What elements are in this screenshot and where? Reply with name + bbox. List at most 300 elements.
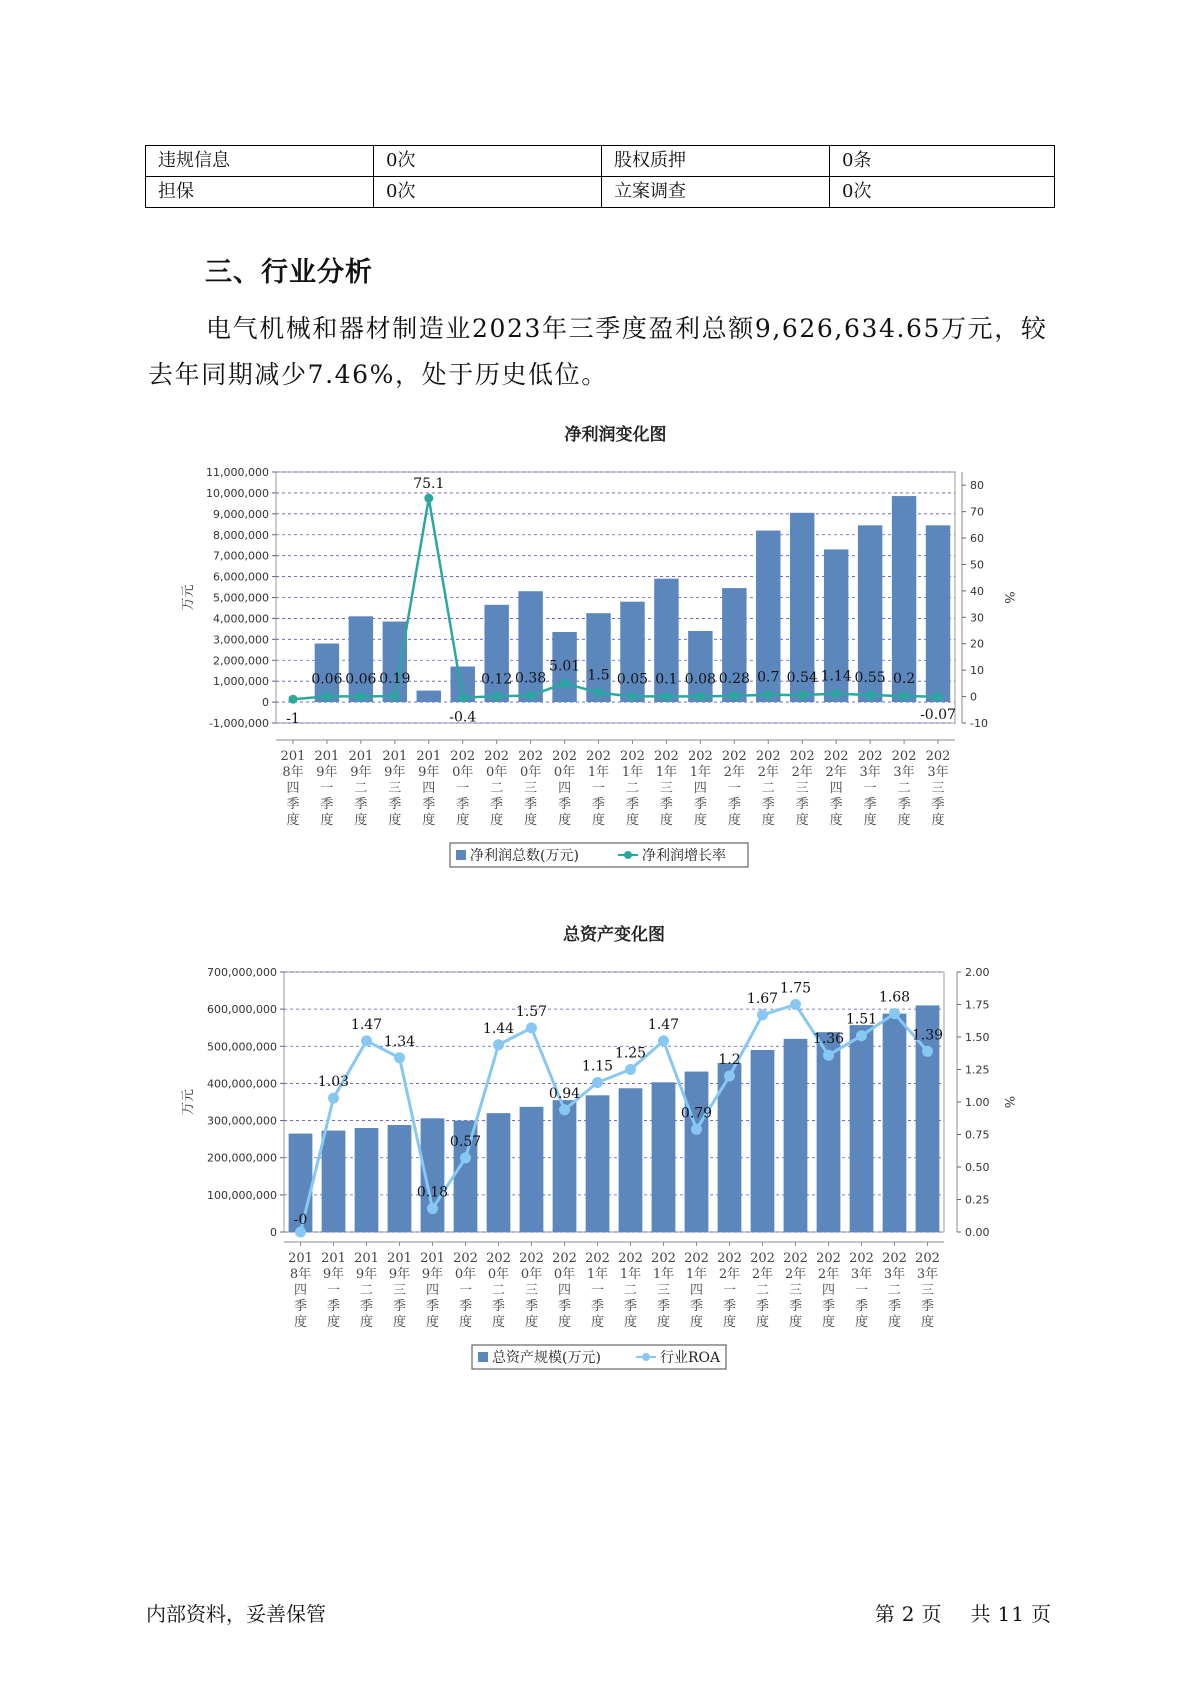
bar xyxy=(349,616,373,702)
x-tick-label: 度 xyxy=(354,813,368,828)
chart-legend xyxy=(450,843,748,867)
bar xyxy=(883,1014,907,1232)
x-tick-label: 2年 xyxy=(757,765,779,780)
x-tick-label: 二 xyxy=(761,781,775,796)
x-tick-label: 二 xyxy=(897,781,911,796)
y-tick-label: 8,000,000 xyxy=(213,528,269,542)
data-label: 0.55 xyxy=(854,670,886,687)
bar xyxy=(484,605,508,702)
x-tick-label: 季 xyxy=(931,797,945,812)
x-tick-label: 1年 xyxy=(655,765,678,780)
x-tick-label: 季 xyxy=(659,797,673,812)
x-tick-label: 202 xyxy=(717,1251,742,1266)
data-label: 0.19 xyxy=(379,671,411,688)
line-point xyxy=(526,1022,537,1033)
data-label: -0.07 xyxy=(920,706,956,723)
x-tick-label: 度 xyxy=(422,813,436,828)
x-tick-label: 一 xyxy=(458,1283,473,1298)
table-cell-value: 0条 xyxy=(830,146,1055,177)
data-label: 0.79 xyxy=(680,1105,713,1122)
x-tick-label: 202 xyxy=(915,1251,940,1266)
line-point xyxy=(823,1050,834,1061)
data-label: 1.03 xyxy=(317,1074,350,1091)
x-tick-label: 度 xyxy=(388,813,402,828)
x-tick-label: 季 xyxy=(388,797,402,812)
x-tick-label: 度 xyxy=(490,813,504,828)
x-tick-label: 季 xyxy=(286,797,300,812)
line-point xyxy=(424,494,433,503)
x-tick-label: 一 xyxy=(863,781,877,796)
y-tick-label: 500,000,000 xyxy=(207,1040,277,1054)
x-tick-label: 度 xyxy=(491,1315,506,1330)
x-tick-label: 202 xyxy=(484,749,510,764)
x-tick-label: 9年 xyxy=(322,1267,345,1282)
line-point xyxy=(493,1039,504,1050)
x-tick-label: 一 xyxy=(592,781,606,796)
bar xyxy=(322,1131,346,1232)
y2-tick-label: 40 xyxy=(970,584,984,598)
y-tick-label: 5,000,000 xyxy=(213,591,269,605)
x-tick-label: 1年 xyxy=(621,765,644,780)
y2-tick-label: 1.50 xyxy=(965,1031,990,1044)
x-tick-label: 季 xyxy=(425,1299,440,1314)
line-point xyxy=(427,1203,438,1214)
x-tick-label: 度 xyxy=(558,813,572,828)
x-tick-label: 3年 xyxy=(883,1267,906,1282)
y-tick-label: 6,000,000 xyxy=(213,570,269,584)
y-tick-label: 3,000,000 xyxy=(213,633,269,647)
data-label: 1.34 xyxy=(383,1033,416,1050)
x-tick-label: 季 xyxy=(392,1299,407,1314)
bar xyxy=(553,1100,577,1232)
y-tick-label: -1,000,000 xyxy=(209,717,269,730)
x-tick-label: 二 xyxy=(490,781,504,796)
data-label: -1 xyxy=(286,711,300,728)
table-cell-key: 违规信息 xyxy=(146,146,374,177)
bar xyxy=(688,631,712,702)
x-tick-label: 0年 xyxy=(454,1267,477,1282)
x-tick-label: 四 xyxy=(293,1283,308,1298)
x-tick-label: 一 xyxy=(854,1283,869,1298)
data-label: 1.67 xyxy=(746,990,779,1007)
legend-line-label: 行业ROA xyxy=(660,1350,721,1366)
line-point xyxy=(295,1227,306,1238)
table-row xyxy=(146,177,1055,208)
data-label: 0.7 xyxy=(757,669,780,686)
data-label: 0.57 xyxy=(449,1133,482,1150)
x-tick-label: 度 xyxy=(821,1315,836,1330)
data-label: 75.1 xyxy=(413,476,445,493)
line-point xyxy=(790,999,801,1010)
x-tick-label: 一 xyxy=(727,781,741,796)
x-tick-label: 9年 xyxy=(316,765,338,780)
y2-tick-label: 1.75 xyxy=(965,998,990,1012)
x-tick-label: 一 xyxy=(456,781,470,796)
table-cell-key: 担保 xyxy=(146,177,374,208)
y2-tick-label: 30 xyxy=(970,611,984,625)
line-point xyxy=(691,1124,702,1135)
bar xyxy=(619,1088,643,1232)
data-label: 1.51 xyxy=(845,1011,878,1028)
x-tick-label: 202 xyxy=(783,1251,808,1266)
x-tick-label: 三 xyxy=(659,781,673,796)
x-tick-label: 202 xyxy=(654,749,679,764)
chart-title: 净利润变化图 xyxy=(564,425,667,445)
data-label: 1.39 xyxy=(911,1027,944,1044)
x-tick-label: 季 xyxy=(897,797,911,812)
y2-tick-label: 0.25 xyxy=(965,1193,990,1207)
x-tick-label: 9年 xyxy=(350,765,372,780)
industry-summary-paragraph: 电气机械和器材制造业2023年三季度盈利总额9,626,634.65万元，较去年同期减少7.46%，处于历史低位。 xyxy=(148,314,1048,389)
x-tick-label: 202 xyxy=(687,749,713,764)
x-tick-label: 度 xyxy=(722,1315,737,1330)
x-tick-label: 二 xyxy=(359,1283,374,1298)
x-tick-label: 0年 xyxy=(487,1267,510,1282)
x-tick-label: 202 xyxy=(882,1251,907,1266)
x-tick-label: 201 xyxy=(314,749,340,764)
x-tick-label: 二 xyxy=(625,781,639,796)
bar xyxy=(417,691,441,703)
x-tick-label: 度 xyxy=(656,1315,671,1330)
footer-page-number xyxy=(872,1598,1055,1627)
data-label: 0.38 xyxy=(515,670,547,687)
x-tick-label: 1年 xyxy=(587,765,610,780)
x-tick-label: 度 xyxy=(590,1315,605,1330)
y-tick-label: 9,000,000 xyxy=(213,507,269,521)
total-prefix: 共 xyxy=(970,1602,992,1626)
data-label: 0.05 xyxy=(616,671,649,688)
data-label: 1.25 xyxy=(614,1045,647,1062)
x-tick-label: 201 xyxy=(321,1251,346,1266)
page-num: 2 xyxy=(901,1602,916,1626)
x-tick-label: 0年 xyxy=(553,765,576,780)
x-tick-label: 度 xyxy=(625,813,639,828)
bar xyxy=(850,1025,874,1232)
data-label: 0.54 xyxy=(786,670,818,687)
x-tick-label: 度 xyxy=(887,1315,902,1330)
x-tick-label: 季 xyxy=(354,797,368,812)
x-tick-label: 四 xyxy=(425,1283,440,1298)
x-tick-label: 0年 xyxy=(519,765,542,780)
bar xyxy=(388,1125,412,1232)
x-tick-label: 度 xyxy=(788,1315,803,1330)
x-tick-label: 1年 xyxy=(689,765,712,780)
data-label: 0.06 xyxy=(311,671,343,688)
x-tick-label: 季 xyxy=(320,797,334,812)
line-point xyxy=(394,1052,405,1063)
x-tick-label: 2年 xyxy=(784,1267,807,1282)
x-tick-label: 9年 xyxy=(418,765,440,780)
x-tick-label: 202 xyxy=(552,1251,577,1266)
x-tick-label: 2年 xyxy=(723,765,745,780)
x-tick-label: 季 xyxy=(625,797,639,812)
table-row xyxy=(146,146,1055,177)
x-tick-label: 202 xyxy=(552,749,577,764)
x-tick-label: 202 xyxy=(750,1251,775,1266)
y2-tick-label: 50 xyxy=(970,558,984,572)
y2-tick-label: 70 xyxy=(970,505,984,519)
y-tick-label: 4,000,000 xyxy=(213,612,269,626)
x-tick-label: 202 xyxy=(486,1251,511,1266)
x-tick-label: 四 xyxy=(829,781,843,796)
x-tick-label: 四 xyxy=(821,1283,836,1298)
x-tick-label: 3年 xyxy=(850,1267,873,1282)
x-tick-label: 季 xyxy=(854,1299,869,1314)
x-tick-label: 二 xyxy=(887,1283,902,1298)
x-tick-label: 202 xyxy=(453,1251,478,1266)
data-label: 1.57 xyxy=(515,1003,548,1020)
data-label: 1.2 xyxy=(718,1052,741,1068)
x-tick-label: 二 xyxy=(623,1283,638,1298)
legend-line-label: 净利润增长率 xyxy=(642,848,726,864)
x-tick-label: 202 xyxy=(925,749,951,764)
x-tick-label: 8年 xyxy=(289,1267,312,1282)
y2-axis-label: % xyxy=(1001,591,1016,604)
line-point xyxy=(658,1035,669,1046)
y-tick-label: 10,000,000 xyxy=(206,486,269,500)
x-tick-label: 201 xyxy=(354,1251,379,1266)
line-point xyxy=(724,1071,735,1082)
x-tick-label: 季 xyxy=(326,1299,341,1314)
x-tick-label: 3年 xyxy=(927,765,949,780)
total-unit: 页 xyxy=(1031,1602,1052,1626)
x-tick-label: 1年 xyxy=(586,1267,609,1282)
data-label: 0.94 xyxy=(548,1085,581,1102)
data-label: 0.06 xyxy=(345,671,377,688)
y2-tick-label: 0 xyxy=(970,690,977,704)
bar xyxy=(784,1039,808,1232)
data-label: 0.2 xyxy=(892,671,916,688)
data-label: 1.14 xyxy=(820,668,852,685)
x-tick-label: 度 xyxy=(524,813,538,828)
x-tick-label: 0年 xyxy=(486,765,508,780)
x-tick-label: 季 xyxy=(788,1299,803,1314)
total-num: 11 xyxy=(997,1602,1025,1626)
y-tick-label: 11,000,000 xyxy=(206,466,269,479)
y-tick-label: 2,000,000 xyxy=(213,654,269,668)
x-tick-label: 季 xyxy=(590,1299,605,1314)
legend-line-dot xyxy=(624,851,632,859)
x-tick-label: 三 xyxy=(524,1283,539,1298)
x-tick-label: 202 xyxy=(816,1251,841,1266)
line-point xyxy=(798,691,807,700)
bar xyxy=(520,1107,544,1232)
total-assets-chart xyxy=(0,920,1191,1375)
data-label: 1.68 xyxy=(878,989,911,1006)
x-tick-label: 三 xyxy=(920,1283,935,1298)
line-point xyxy=(460,1152,471,1163)
bar xyxy=(586,1095,610,1232)
x-tick-label: 202 xyxy=(849,1251,874,1266)
x-tick-label: 0年 xyxy=(520,1267,543,1282)
x-tick-label: 四 xyxy=(422,781,436,796)
line-point xyxy=(832,689,841,698)
x-tick-label: 202 xyxy=(518,749,544,764)
x-tick-label: 季 xyxy=(491,1299,506,1314)
x-tick-label: 度 xyxy=(727,813,741,828)
y-axis-label: 万元 xyxy=(181,1088,196,1116)
x-tick-label: 度 xyxy=(326,1315,341,1330)
x-tick-label: 201 xyxy=(348,749,374,764)
line-point xyxy=(934,692,943,701)
legend-bar-label: 净利润总数(万元) xyxy=(470,848,579,864)
y2-tick-label: 2.00 xyxy=(965,966,990,979)
x-tick-label: 202 xyxy=(789,749,815,764)
line-point xyxy=(757,1009,768,1020)
x-tick-label: 度 xyxy=(761,813,775,828)
x-tick-label: 度 xyxy=(897,813,911,828)
x-tick-label: 四 xyxy=(557,1283,572,1298)
x-tick-label: 度 xyxy=(592,813,606,828)
data-label: 0.12 xyxy=(481,671,513,688)
line-point xyxy=(764,690,773,699)
bar xyxy=(487,1113,511,1232)
x-tick-label: 度 xyxy=(920,1315,935,1330)
x-tick-label: 1年 xyxy=(652,1267,675,1282)
x-tick-label: 四 xyxy=(558,781,572,796)
x-tick-label: 度 xyxy=(795,813,809,828)
x-tick-label: 度 xyxy=(863,813,877,828)
x-tick-label: 季 xyxy=(656,1299,671,1314)
y2-tick-label: 20 xyxy=(970,637,984,651)
x-tick-label: 202 xyxy=(755,749,781,764)
line-point xyxy=(628,692,637,701)
data-label: 0.18 xyxy=(416,1184,449,1201)
x-tick-label: 2年 xyxy=(751,1267,774,1282)
line-point xyxy=(560,679,569,688)
x-tick-label: 度 xyxy=(931,813,945,828)
table-cell-value: 0次 xyxy=(374,146,602,177)
x-tick-label: 度 xyxy=(557,1315,572,1330)
x-tick-label: 202 xyxy=(620,749,645,764)
x-tick-label: 季 xyxy=(761,797,775,812)
x-tick-label: 二 xyxy=(354,781,368,796)
x-tick-label: 202 xyxy=(586,749,611,764)
line-point xyxy=(356,692,365,701)
x-tick-label: 度 xyxy=(425,1315,440,1330)
data-label: 1.36 xyxy=(812,1031,845,1048)
y2-tick-label: 1.25 xyxy=(965,1063,990,1077)
x-tick-label: 季 xyxy=(524,797,538,812)
line-point xyxy=(322,692,331,701)
x-tick-label: 三 xyxy=(656,1283,671,1298)
x-tick-label: 201 xyxy=(288,1251,313,1266)
x-tick-label: 202 xyxy=(857,749,883,764)
x-tick-label: 度 xyxy=(829,813,843,828)
x-tick-label: 三 xyxy=(788,1283,803,1298)
x-tick-label: 202 xyxy=(651,1251,676,1266)
x-tick-label: 季 xyxy=(727,797,741,812)
x-tick-label: 季 xyxy=(722,1299,737,1314)
x-tick-label: 201 xyxy=(420,1251,445,1266)
x-tick-label: 四 xyxy=(689,1283,704,1298)
bar xyxy=(926,525,950,702)
x-tick-label: 季 xyxy=(623,1299,638,1314)
x-tick-label: 0年 xyxy=(452,765,474,780)
line-point xyxy=(526,691,535,700)
x-tick-label: 季 xyxy=(422,797,436,812)
table-cell-key: 立案调查 xyxy=(602,177,830,208)
page-unit: 页 xyxy=(921,1602,943,1626)
data-label: 1.44 xyxy=(482,1020,515,1037)
x-tick-label: 202 xyxy=(519,1251,544,1266)
x-tick-label: 季 xyxy=(592,797,606,812)
legend-line-dot xyxy=(642,1353,650,1361)
x-tick-label: 度 xyxy=(623,1315,638,1330)
x-tick-label: 季 xyxy=(863,797,877,812)
x-tick-label: 度 xyxy=(755,1315,770,1330)
x-tick-label: 季 xyxy=(755,1299,770,1314)
x-tick-label: 1年 xyxy=(685,1267,708,1282)
chart-legend xyxy=(472,1345,726,1369)
compliance-info-table xyxy=(145,145,1055,208)
y-tick-label: 600,000,000 xyxy=(207,1003,277,1017)
x-tick-label: 二 xyxy=(755,1283,770,1298)
line-point xyxy=(592,1077,603,1088)
line-point xyxy=(594,688,603,697)
x-tick-label: 度 xyxy=(392,1315,407,1330)
y2-tick-label: 1.00 xyxy=(965,1096,990,1109)
x-tick-label: 202 xyxy=(823,749,849,764)
x-tick-label: 度 xyxy=(854,1315,869,1330)
y-tick-label: 0 xyxy=(270,1226,277,1239)
x-tick-label: 三 xyxy=(524,781,538,796)
x-tick-label: 季 xyxy=(458,1299,473,1314)
x-tick-label: 季 xyxy=(490,797,504,812)
table-cell-value: 0次 xyxy=(374,177,602,208)
x-tick-label: 202 xyxy=(585,1251,610,1266)
x-tick-label: 9年 xyxy=(384,765,406,780)
table-cell-key: 股权质押 xyxy=(602,146,830,177)
line-point xyxy=(866,691,875,700)
x-tick-label: 201 xyxy=(416,749,442,764)
x-tick-label: 2年 xyxy=(791,765,813,780)
data-label: 0.28 xyxy=(718,670,750,687)
y2-tick-label: -10 xyxy=(970,717,988,730)
section-title: 三、行业分析 xyxy=(205,257,373,288)
y-tick-label: 100,000,000 xyxy=(207,1188,277,1202)
line-point xyxy=(288,695,297,704)
y2-axis-label: % xyxy=(1001,1095,1016,1109)
y-tick-label: 1,000,000 xyxy=(213,675,269,689)
x-tick-label: 四 xyxy=(693,781,707,796)
x-tick-label: 三 xyxy=(388,781,402,796)
x-tick-label: 202 xyxy=(721,749,747,764)
y2-tick-label: 60 xyxy=(970,532,984,546)
line-point xyxy=(696,692,705,701)
x-tick-label: 一 xyxy=(326,1283,341,1298)
x-tick-label: 度 xyxy=(286,813,300,828)
line-point xyxy=(730,691,739,700)
x-tick-label: 季 xyxy=(293,1299,308,1314)
y2-tick-label: 10 xyxy=(970,664,984,678)
x-tick-label: 度 xyxy=(689,1315,704,1330)
x-tick-label: 季 xyxy=(689,1299,704,1314)
x-tick-label: 季 xyxy=(887,1299,902,1314)
line-point xyxy=(390,692,399,701)
x-tick-label: 度 xyxy=(659,813,673,828)
y2-tick-label: 80 xyxy=(970,479,984,493)
y-tick-label: 400,000,000 xyxy=(207,1077,277,1091)
y2-tick-label: 0.00 xyxy=(965,1226,990,1239)
data-label: 1.15 xyxy=(581,1058,614,1075)
x-tick-label: 季 xyxy=(829,797,843,812)
legend-bar-swatch xyxy=(456,850,466,860)
line-point xyxy=(458,693,467,702)
line-point xyxy=(328,1093,339,1104)
x-tick-label: 202 xyxy=(891,749,917,764)
data-label: 0.08 xyxy=(684,671,716,688)
